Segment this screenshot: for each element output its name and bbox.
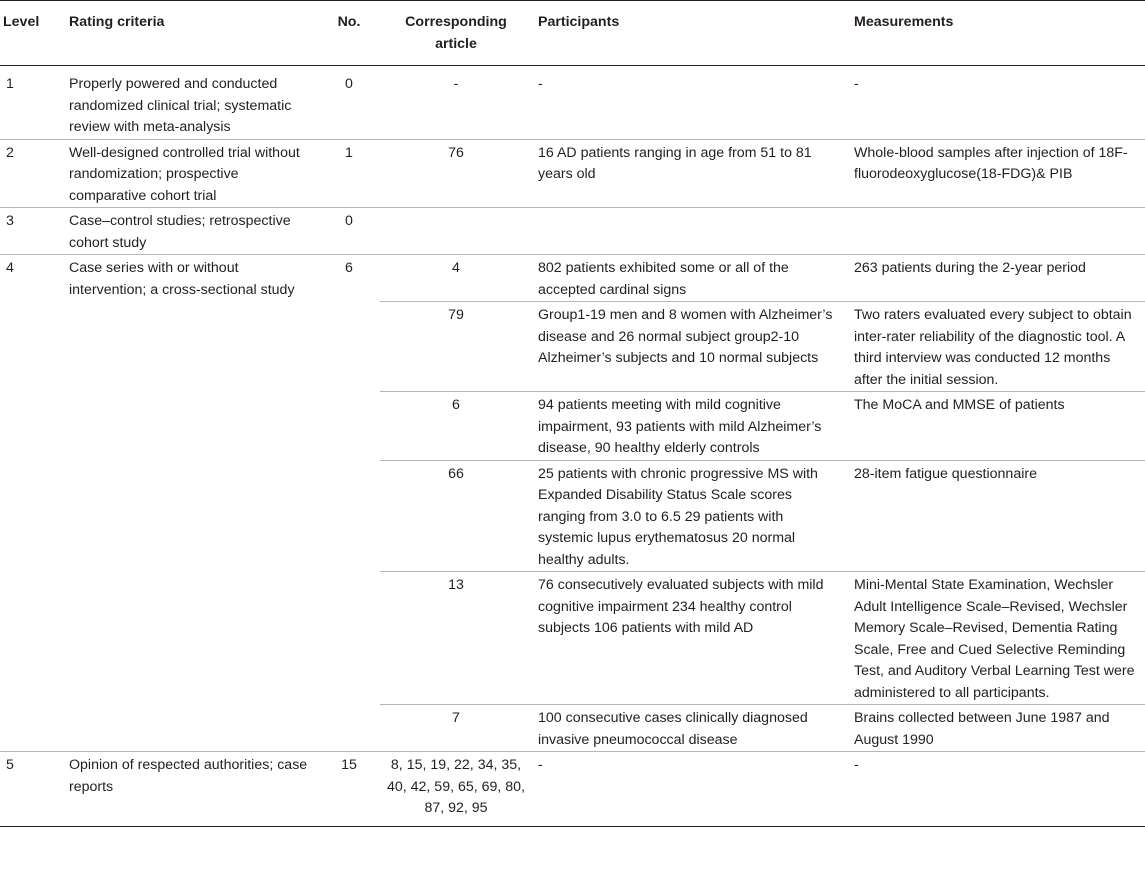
header-row — [0, 1, 1145, 66]
table-bottom-rule — [0, 826, 1145, 827]
cell-measurements: Brains collected between June 1987 and August 1990 — [848, 705, 1145, 752]
cell-rating-criteria: Well-designed controlled trial without randomization; prospective comparative cohort trial — [63, 139, 318, 208]
table-row-level-4 — [0, 255, 1145, 302]
cell-rating-criteria: Case–control studies; retrospective cohort study — [63, 208, 318, 255]
cell-corresponding-article: 6 — [380, 392, 532, 461]
header-no: No. — [318, 1, 380, 66]
table-row-level-1 — [0, 66, 1145, 140]
cell-participants: - — [538, 76, 543, 92]
header-measurements: Measurements — [848, 1, 1145, 66]
table-row-level-3 — [0, 208, 1145, 255]
cell-participants: Group1-19 men and 8 women with Alzheimer’s disease and 26 normal subject group2-10 Alzheimer’s subjects and 10 normal subjects — [532, 302, 848, 392]
cell-corresponding-article: - — [453, 76, 459, 92]
cell-rating-criteria: Properly powered and conducted randomized clinical trial; systematic review with meta-analysis — [69, 76, 292, 135]
header-rating-criteria: Rating criteria — [63, 1, 318, 66]
table-row-level-2 — [0, 139, 1145, 208]
cell-measurements: 28-item fatigue questionnaire — [848, 460, 1145, 572]
table-row-level-5 — [0, 752, 1145, 826]
table-header — [0, 1, 1145, 66]
cell-participants: 100 consecutive cases clinically diagnosed invasive pneumococcal disease — [532, 705, 848, 752]
cell-participants: 16 AD patients ranging in age from 51 to 81 years old — [532, 139, 848, 208]
cell-corresponding-article: 76 — [380, 139, 532, 208]
cell-participants: - — [532, 752, 848, 826]
cell-level: 4 — [0, 255, 63, 752]
cell-measurements: 263 patients during the 2-year period — [848, 255, 1145, 302]
cell-no: 0 — [345, 76, 353, 92]
cell-level: 5 — [0, 752, 63, 826]
cell-level: 3 — [0, 208, 63, 255]
cell-participants — [532, 208, 848, 255]
cell-no: 6 — [318, 255, 380, 752]
cell-participants: 76 consecutively evaluated subjects with mild cognitive impairment 234 healthy control subjects 106 patients with mild AD — [532, 572, 848, 705]
cell-measurements: Whole-blood samples after injection of 18F-fluorodeoxyglucose(18-FDG)& PIB — [848, 139, 1145, 208]
cell-no: 0 — [318, 208, 380, 255]
cell-level: 2 — [0, 139, 63, 208]
cell-corresponding-article: 8, 15, 19, 22, 34, 35, 40, 42, 59, 65, 69, 80, 87, 92, 95 — [380, 752, 532, 826]
header-participants: Participants — [532, 1, 848, 66]
cell-measurements: - — [848, 752, 1145, 826]
header-corresponding-article: Corresponding article — [380, 1, 532, 66]
cell-no: 15 — [318, 752, 380, 826]
cell-measurements: - — [854, 76, 859, 92]
cell-measurements: The MoCA and MMSE of patients — [848, 392, 1145, 461]
cell-measurements — [848, 208, 1145, 255]
cell-rating-criteria: Opinion of respected authorities; case reports — [63, 752, 318, 826]
cell-corresponding-article: 66 — [380, 460, 532, 572]
cell-participants: 94 patients meeting with mild cognitive impairment, 93 patients with mild Alzheimer’s disease, 90 healthy elderly controls — [532, 392, 848, 461]
header-level: Level — [0, 1, 63, 66]
cell-corresponding-article: 79 — [380, 302, 532, 392]
cell-corresponding-article: 4 — [380, 255, 532, 302]
cell-measurements: Two raters evaluated every subject to obtain inter-rater reliability of the diagnostic tool. A third interview was conducted 12 months after the initial session. — [848, 302, 1145, 392]
cell-level: 1 — [6, 76, 14, 92]
cell-measurements: Mini-Mental State Examination, Wechsler Adult Intelligence Scale–Revised, Wechsler Memory Scale–Revised, Dementia Rating Scale, Free and Cued Selective Reminding Test, and Auditory Verbal Learning Test were administered to all participants. — [848, 572, 1145, 705]
cell-corresponding-article: 13 — [380, 572, 532, 705]
cell-participants: 802 patients exhibited some or all of the accepted cardinal signs — [532, 255, 848, 302]
cell-no: 1 — [318, 139, 380, 208]
table-body — [0, 66, 1145, 826]
cell-rating-criteria: Case series with or without intervention; a cross-sectional study — [63, 255, 318, 752]
cell-participants: 25 patients with chronic progressive MS with Expanded Disability Status Scale scores ranging from 3.0 to 6.5 29 patients with systemic lupus erythematosus 20 normal healthy adults. — [532, 460, 848, 572]
cell-corresponding-article: 7 — [380, 705, 532, 752]
cell-corresponding-article — [380, 208, 532, 255]
